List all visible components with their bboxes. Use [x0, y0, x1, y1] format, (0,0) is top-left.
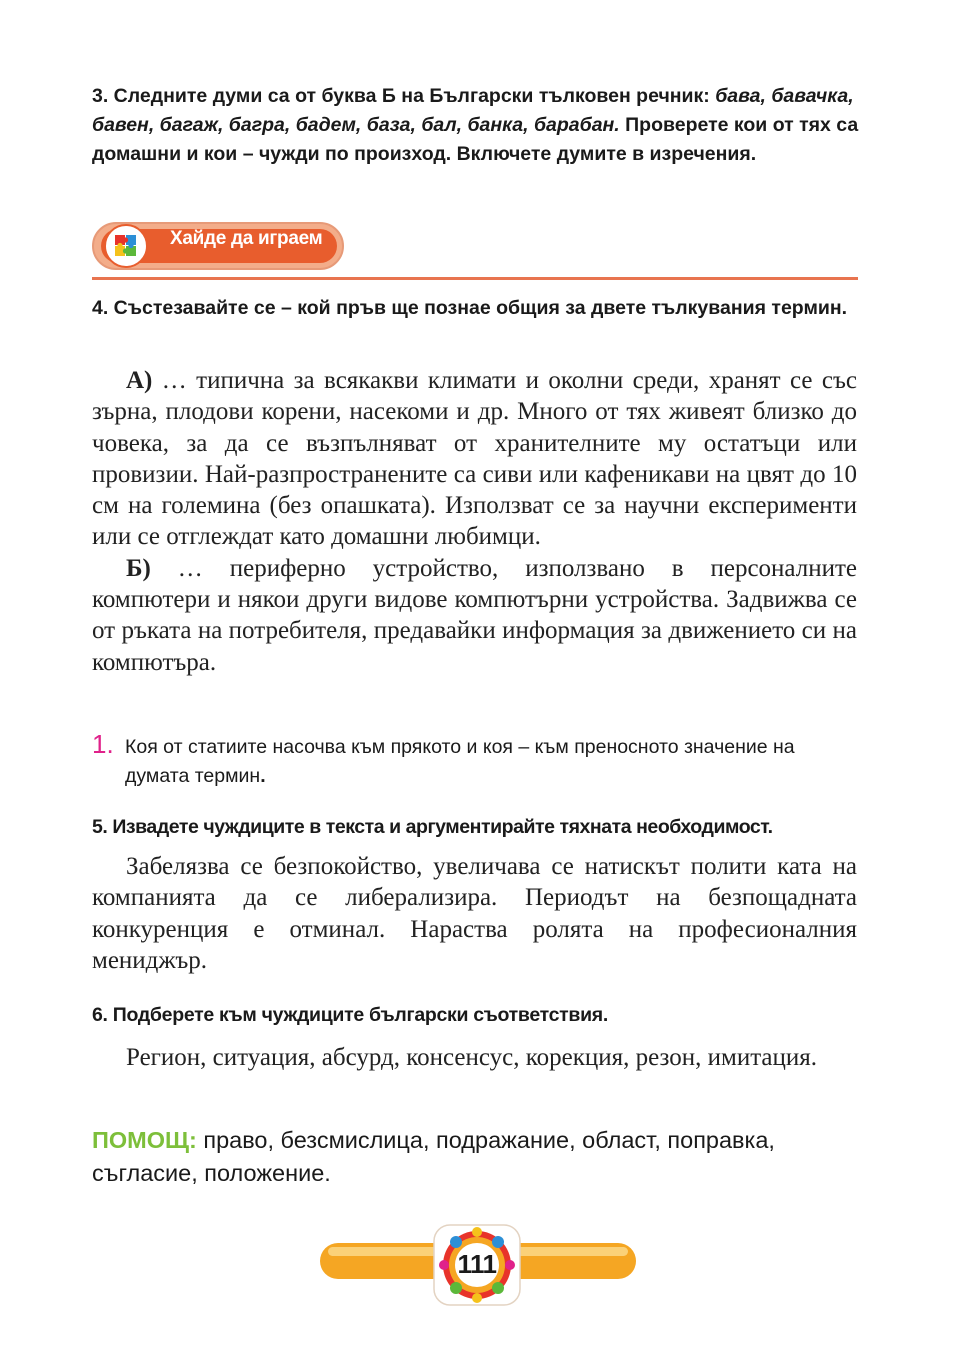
help-hint [92, 1124, 862, 1190]
section-divider [92, 277, 858, 280]
question-number: 1. [92, 729, 114, 759]
task-4-heading: 4. Състезавайте се – кой пръв ще познае общия за двете тълкувания термин. [92, 297, 848, 319]
task-4-definitions [92, 365, 857, 678]
puzzle-icon [104, 224, 148, 268]
task-3-instruction: 3. Следните думи са от буква Б на Български тълковен речник: [92, 85, 716, 107]
page-number: 111 [457, 1249, 497, 1279]
task-3-rest: Проверете кои от тях са домашни и кои – чужди по произход. Включете думите в изречения. [92, 114, 859, 165]
banner-label: Хайде да играем [170, 228, 323, 249]
task-3 [92, 82, 862, 169]
task-5-heading: 5. Извадете чуждиците в текста и аргументирайте тяхната необходимост. [92, 816, 773, 838]
definition-a: А) … типична за всякакви климати и околни среди, хранят се със зърна, плодови корени, насекоми и др. Много от тях живеят близко до човека, за да се възпълняват от хранителните му остатъци или провизии. Най-разпространените са сиви или кафеникави на цвят до 10 см на големина (без опашката). Използват се за научни експерименти или се отглеждат като домашни любимци. [92, 367, 857, 551]
task-3-word-list: бава, бавачка, бавен, багаж, багра, бадем, база, бал, банка, барабан. [92, 85, 854, 136]
task-6-text: Регион, ситуация, абсурд, консенсус, корекция, резон, имитация. [126, 1044, 818, 1071]
task-6-heading: 6. Подберете към чуждиците български съответствия. [92, 1004, 608, 1026]
help-label: ПОМОЩ: [92, 1127, 197, 1153]
definition-b: Б) … периферно устройство, използвано в персоналните компютери и някои други видове компютърни устройства. Задвижва се от ръката на потребителя, предавайки информация за движението си на компютъра. [92, 554, 858, 676]
question-text: Коя от статиите насочва към прякото и коя – към преносното значение на думата термин [125, 736, 795, 787]
help-text: право, безсмислица, подражание, област, поправка, съгласие, положение. [92, 1127, 775, 1186]
page-number-badge [428, 1222, 526, 1308]
question-1: 1. Коя от статиите насочва към прякото и коя – към преносното значение на думата термин. [92, 729, 795, 787]
task-5-text: Забелязва се безпокойство, увеличава се натискът полити ката на компанията да се либерализира. Периодът на безпощадната конкуренция е отминал. Нараства ролята на професионалния мениджър. [92, 853, 857, 974]
lets-play-banner [92, 222, 344, 270]
